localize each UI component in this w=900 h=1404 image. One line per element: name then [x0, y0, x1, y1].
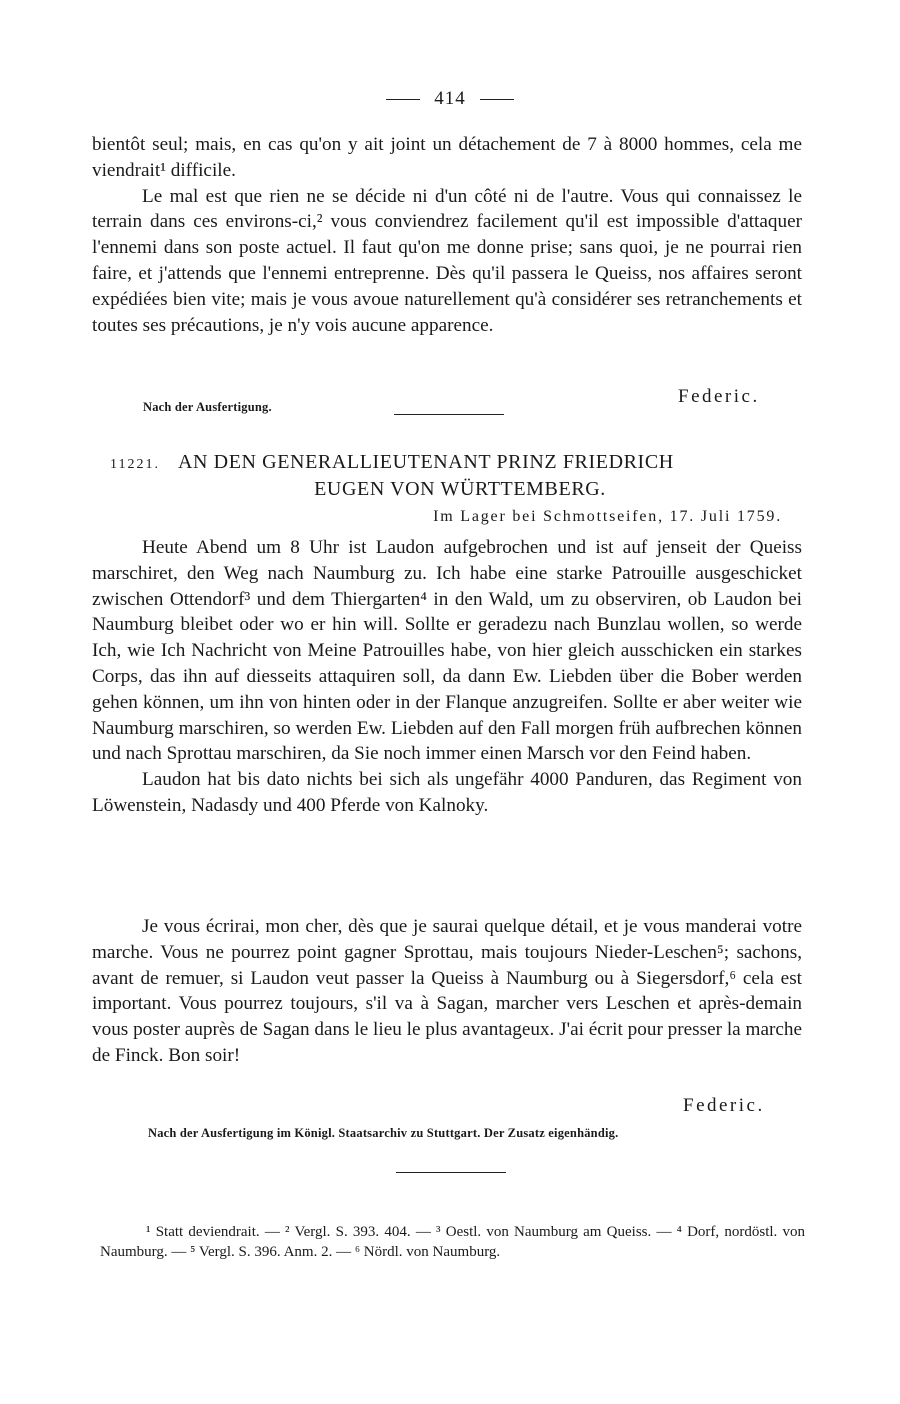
page-number: 414 [0, 88, 900, 110]
heading-line-1: AN DEN GENERALLIEUTENANT PRINZ FRIEDRICH [177, 451, 674, 473]
paragraph-le-mal: Le mal est que rien ne se décide ni d'un côté ni de l'autre. Vous qui connaissez le terrain dans ces environs-ci,² vous conviendrez facilement qu'il est impossible d'attaquer l'ennemi dans son poste actuel. Il faut qu'on me donne prise; sans quoi, je ne pourrai rien faire, et j'attends que l'ennemi entreprenne. Dès qu'il passera le Queiss, nos affaires seront expédiées bien vite; mais je vous avoue naturellement qu'à considérer ses retranchements et toutes ses précautions, je n'y vois aucune apparence. [92, 185, 802, 336]
source-note-2: Nach der Ausfertigung im Königl. Staatsarchiv zu Stuttgart. Der Zusatz eigenhändig. [148, 1126, 619, 1140]
footnotes [100, 1222, 805, 1262]
footnotes-text: ¹ Statt deviendrait. — ² Vergl. S. 393. 404. — ³ Oestl. von Naumburg am Queiss. — ⁴ Dorf, nordöstl. von Naumburg. — ⁵ Vergl. S. 396. Anm. 2. — ⁶ Nördl. von Naumburg. [100, 1224, 805, 1260]
paragraph-je-vous: Je vous écrirai, mon cher, dès que je saurai quelque détail, et je vous manderai votre marche. Vous ne pourrez point gagner Sprottau, mais toujours Nieder-Leschen⁵; sachons, avant de remuer, si Laudon veut passer la Queiss à Naumburg ou à Siegersdorf,⁶ cela est important. Vous pourrez toujours, s'il va à Sagan, marcher vers Leschen et après-demain vous poster auprès de Sagan dans le lieu le plus avantageux. J'ai écrit pour presser la marche de Finck. Bon soir! [92, 916, 802, 1066]
letter-heading [110, 450, 800, 502]
page-number-dash-right [480, 99, 514, 100]
place-date: Im Lager bei Schmottseifen, 17. Juli 1759. [433, 508, 782, 525]
divider-rule-1 [394, 414, 504, 415]
paragraph-laudon: Laudon hat bis dato nichts bei sich als ungefähr 4000 Panduren, das Regiment von Löwenstein, Nadasdy und 400 Pferde von Kalnoky. [92, 769, 802, 816]
heading-line-2: EUGEN VON WÜRTTEMBERG. [314, 478, 606, 500]
top-text [92, 132, 802, 338]
page-number-dash-left [386, 99, 420, 100]
letter-number: 11221. [110, 457, 160, 472]
signature-1: Federic. [678, 386, 760, 407]
signature-2: Federic. [683, 1095, 765, 1116]
divider-rule-2 [396, 1172, 506, 1173]
french-text [92, 914, 802, 1069]
paragraph-continuation: bientôt seul; mais, en cas qu'on y ait joint un détachement de 7 à 8000 hommes, cela me viendrait¹ difficile. [92, 134, 802, 181]
german-text [92, 535, 802, 819]
source-note-1: Nach der Ausfertigung. [143, 400, 272, 414]
paragraph-heute-abend: Heute Abend um 8 Uhr ist Laudon aufgebrochen und ist auf jenseit der Queiss marschiret, den Weg nach Naumburg zu. Ich habe eine starke Patrouille ausgeschicket zwischen Ottendorf³ und dem Thiergarten⁴ in den Wald, um zu observiren, ob Laudon bei Naumburg bleibet oder wo er hin will. Sollte er geradezu nach Bunzlau wollen, so werde Ich, wie Ich Nachricht von Meine Patrouilles habe, von hier gleich ausschicken ein starkes Corps, das ihn auf diesseits attaquiren soll, da dann Ew. Liebden über die Bober werden gehen können, um ihn von hinten oder in der Flanque anzugreifen. Sollte er aber weiter wie Naumburg marschiren, so werden Ew. Liebden auf den Fall morgen früh aufbrechen können und nach Sprottau marschiren, da Sie noch immer einen Marsch vor den Feind haben. [92, 537, 802, 765]
